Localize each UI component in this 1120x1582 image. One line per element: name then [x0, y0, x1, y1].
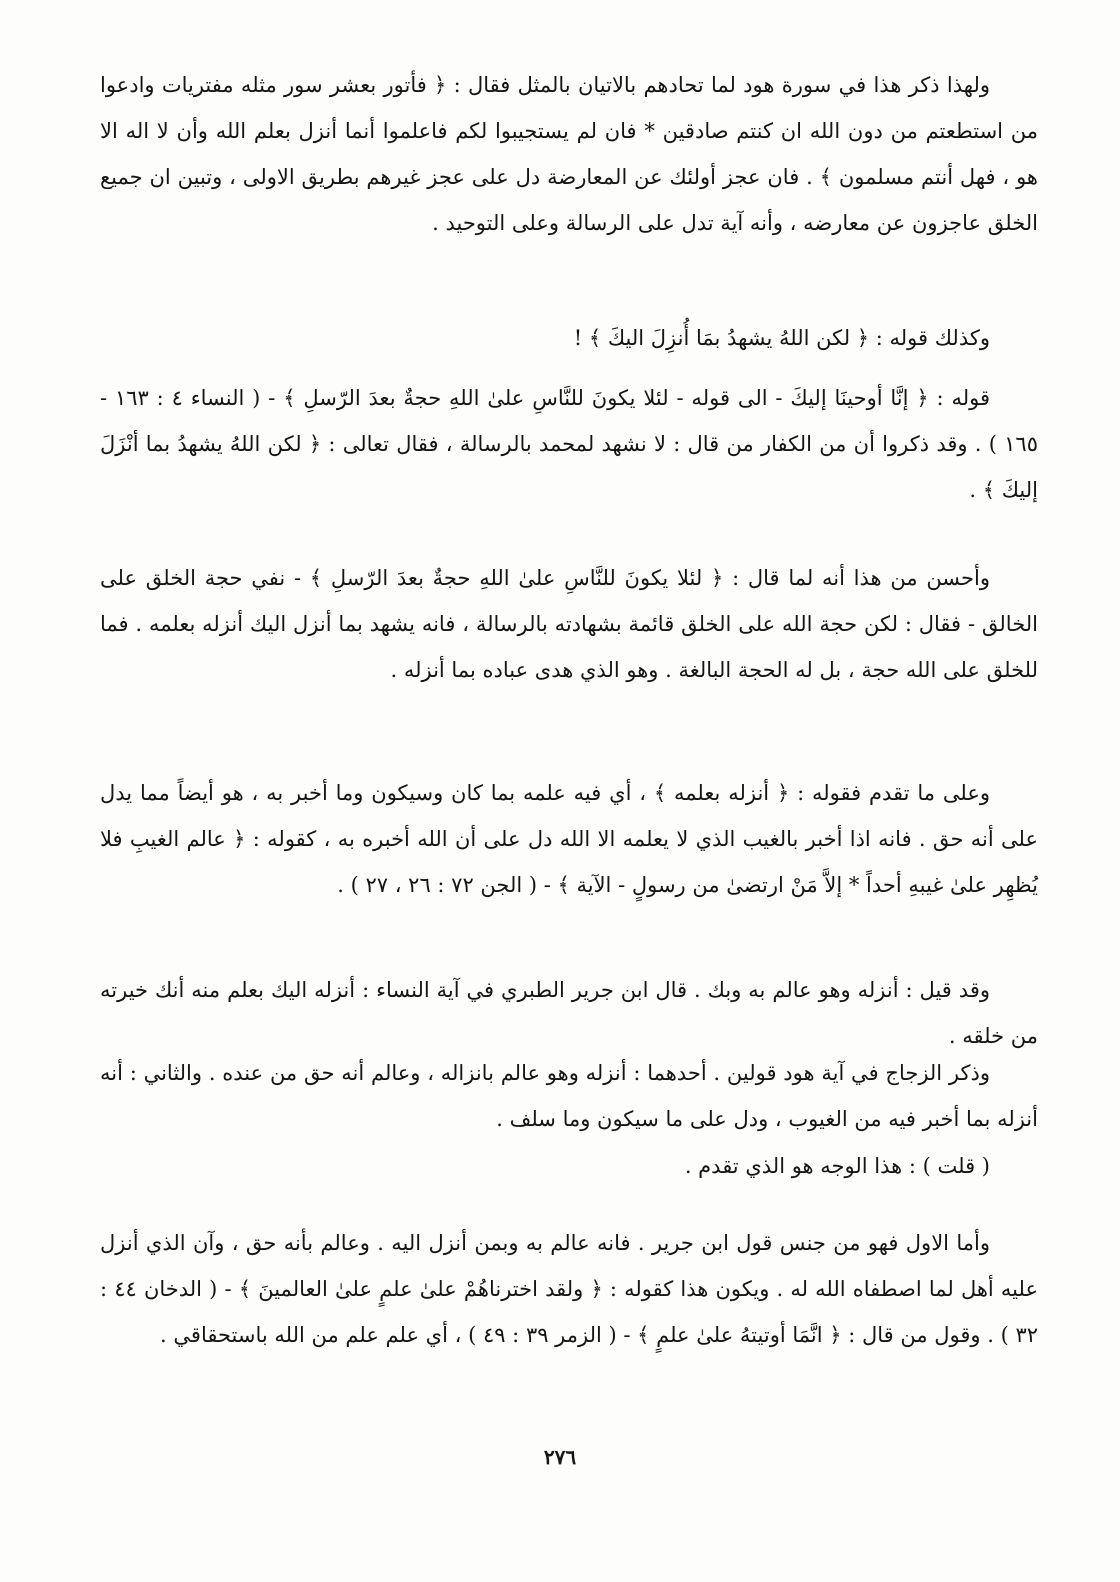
paragraph-first-view: وأما الاول فهو من جنس قول ابن جرير . فانه عالم به وبمن أنزل اليه . وعالم بأنه حق ، وآن الذي أنزل عليه أهل لما اصطفاه الله له . ويكون هذا كقوله : ﴿ ولقد اخترناهُمْ علىٰ علمٍ علىٰ العالمينَ ﴾ - ( الدخان ٤٤ : ٣٢ ) . وقول من قال : ﴿ انَّمَا أوتيتهُ علىٰ علمٍ ﴾ - ( الزمر ٣٩ : ٤٩ ) ، أي علم علم من الله باستحقاقي .: [100, 1231, 1038, 1347]
paragraph-revealed-with-knowledge: وعلى ما تقدم فقوله : ﴿ أنزله بعلمه ﴾ ، أي فيه علمه بما كان وسيكون وما أخبر به ، هو أيضاً مما يدل على أنه حق . فانه اذا أخبر بالغيب الذي لا يعلمه الا الله دل على أن الله أخبره به ، كقوله : ﴿ عالم الغيبِ فلا يُظهِر علىٰ غيبهِ أحداً * إلاَّ مَنْ ارتضىٰ من رسولٍ - الآية ﴾ - ( الجن ٧٢ : ٢٦ ، ٢٧ ) .: [100, 781, 1038, 897]
paragraph-god-bears-witness: وكذلك قوله : ﴿ لكن اللهُ يشهدُ بمَا أُنزِلَ اليكَ ﴾ !: [573, 326, 990, 350]
paragraph-argument-of-people: وأحسن من هذا أنه لما قال : ﴿ لئلا يكونَ للنَّاسِ علىٰ اللهِ حجةٌ بعدَ الرّسلِ ﴾ - نفي حجة الخلق على الخالق - فقال : لكن حجة الله على الخلق قائمة بشهادته بالرسالة ، فانه يشهد بما أنزل اليك أنزله بعلمه . فما للخلق على الله حجة ، بل له الحجة البالغة . وهو الذي هدى عباده بما أنزله .: [100, 566, 1038, 682]
paragraph-ibn-jarir: وقد قيل : أنزله وهو عالم به وبك . قال ابن جرير الطبري في آية النساء : أنزله اليك بعلم منه أنك خيرته من خلقه .: [100, 978, 1038, 1048]
paragraph-nisa-verse: قوله : ﴿ إنَّا أوحينَا إليكَ - الى قوله - لئلا يكونَ للنَّاسِ علىٰ اللهِ حجةٌ بعدَ الرّسلِ ﴾ - ( النساء ٤ : ١٦٣ - ١٦٥ ) . وقد ذكروا أن من الكفار من قال : لا نشهد لمحمد بالرسالة ، فقال تعالى : ﴿ لكن اللهُ يشهدُ بما أنْزَلَ إليكَ ﴾ .: [100, 386, 1038, 502]
paragraph-qultu: ( قلت ) : هذا الوجه هو الذي تقدم .: [684, 1154, 990, 1178]
page-number: ٢٧٦: [543, 1445, 577, 1469]
paragraph-hud-challenge: ولهذا ذكر هذا في سورة هود لما تحادهم بالاتيان بالمثل فقال : ﴿ فأتور بعشر سور مثله مفتريات وادعوا من استطعتم من دون الله ان كنتم صادقين * فان لم يستجيبوا لكم فاعلموا أنما أنزل بعلم الله وأن لا اله الا هو ، فهل أنتم مسلمون ﴾ . فان عجز أولئك عن المعارضة دل على عجز غيرهم بطريق الاولى ، وتبين ان جميع الخلق عاجزون عن معارضه ، وأنه آية تدل على الرسالة وعلى التوحيد .: [100, 73, 1038, 235]
paragraph-zajjaj: وذكر الزجاج في آية هود قولين . أحدهما : أنزله وهو عالم بانزاله ، وعالم أنه حق من عنده . والثاني : أنه أنزله بما أخبر فيه من الغيوب ، ودل على ما سيكون وما سلف .: [100, 1061, 1038, 1131]
